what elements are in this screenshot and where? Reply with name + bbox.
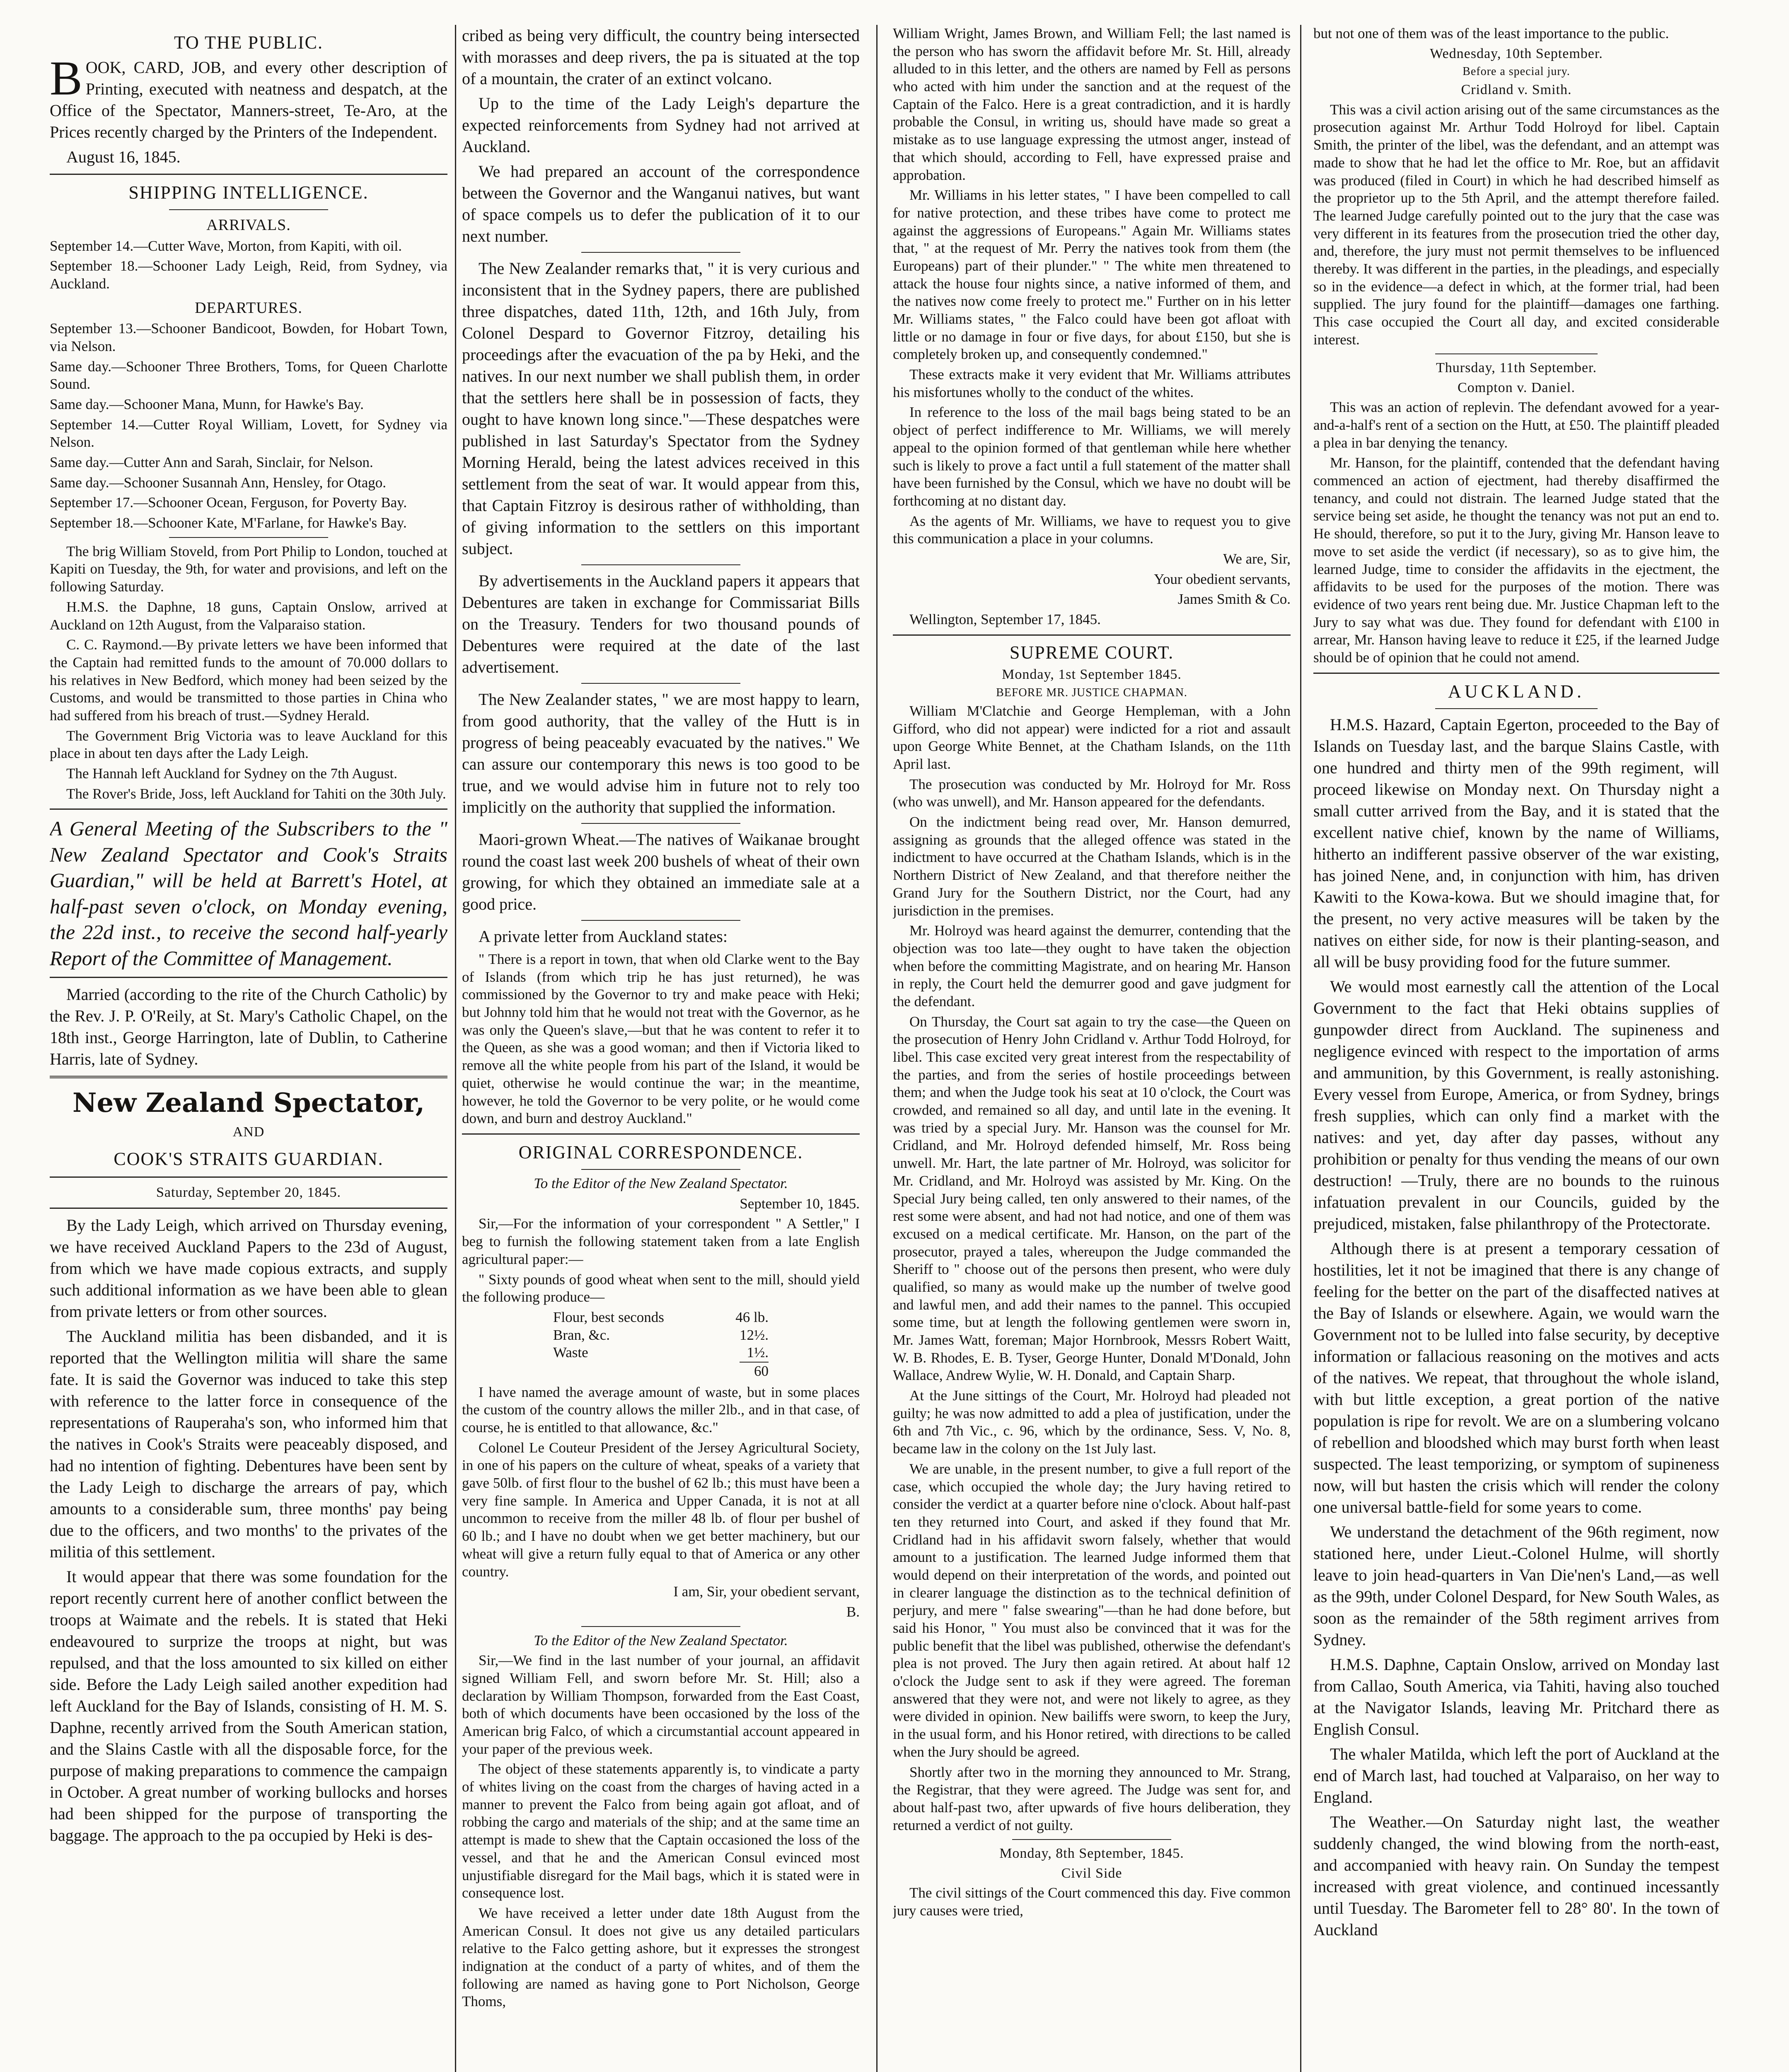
- section-rule: [581, 823, 740, 824]
- letter-1: [462, 1175, 860, 1621]
- court-case: Compton v. Daniel.: [1458, 380, 1575, 395]
- paragraph: Shortly after two in the morning they announced to Mr. Strang, the Registrar, that they were agreed. The Judge was sent for, and about half-past two, after upwards of five hours deliberation, they returned a verdict of not guilty.: [893, 1764, 1291, 1833]
- paragraph: Mr. Holroyd was heard against the demurrer, contending that the objection was too late—they ought to have taken the objection when before the committing Magistrate, and on hearing Mr. Hanson in reply, the Court held the demurrer good and gave judgment for the defendant.: [893, 922, 1291, 1009]
- list-item: The Rover's Bride, Joss, left Auckland for Tahiti on the 30th July.: [66, 785, 446, 802]
- shipping-notes: [50, 543, 447, 803]
- list-item: The Hannah left Auckland for Sydney on the 7th August.: [66, 765, 398, 782]
- list-item: The brig William Stoveld, from Port Philip to London, touched at Kapiti on Tuesday, the 9th, for water and provisions, and left on the following Saturday.: [50, 543, 447, 595]
- letter-signature: I am, Sir, your obedient servant,: [673, 1583, 860, 1600]
- public-notice-title: TO THE PUBLIC.: [174, 32, 324, 53]
- list-item: Same day.—Cutter Ann and Sarah, Sinclair, for Nelson.: [50, 454, 373, 471]
- court-date: Monday, 8th September, 1845.: [999, 1846, 1184, 1861]
- flour-table: [553, 1309, 769, 1380]
- table-row: [553, 1344, 769, 1362]
- section-rule: [581, 1169, 740, 1170]
- court-side: Civil Side: [1061, 1865, 1122, 1881]
- section-rule: [1435, 708, 1598, 709]
- section-rule: [50, 174, 447, 175]
- section-rule: [169, 209, 328, 210]
- section-rule: [1012, 1839, 1171, 1840]
- paragraph: We had prepared an account of the correspondence between the Governor and the Wanganui natives, but want of space compels us to defer the publication of it to our next number.: [462, 162, 860, 245]
- table-cell: Bran, &c.: [553, 1326, 610, 1343]
- list-item: C. C. Raymond.—By private letters we have been informed that the Captain had remitted funds to the amount of 70.000 dollars to his relatives in New Bedford, which money had been seized by the Customs, and would be transmitted to those parties in China who had suffered from his breach of trust.—Sydney Herald.: [50, 637, 447, 724]
- paragraph: Up to the time of the Lady Leigh's departure the expected reinforcements from Sydney had not arrived at Auckland.: [462, 94, 860, 156]
- list-item: September 14.—Cutter Wave, Morton, from Kapiti, with oil.: [50, 237, 402, 254]
- paragraph: We would most earnestly call the attention of the Local Government to the fact that Heki obtains supplies of gunpowder direct from Auckland. The supineness and negligence evinced with respect to the importation of arms and ammunition, by this Government, is really astonishing. Every vessel from Europe, America, or from Sydney, brings fresh supplies, which can only find a market with the natives: and yet, day after day passes, without any prohibition or penalty for thus vending the means of our own destruction! —Truly, there are no bounds to the ruinous infatuation prevalent in our Councils, guided by the prejudiced, mistaken, false philanthropy of the Protectorate.: [1313, 977, 1719, 1233]
- meeting-notice: A General Meeting of the Subscribers to the " New Zealand Spectator and Cook's Straits Guardian," will be held at Barrett's Hotel, at half-past seven o'clock, on Monday evening, the 22d inst., to receive the second half-yearly Report of the Committee of Management.: [50, 817, 447, 970]
- departures-list: [50, 320, 447, 532]
- paragraph: These extracts make it very evident that Mr. Williams attributes his misfortunes wholly to the conduct of the whites.: [893, 366, 1291, 400]
- paragraph: H.M.S. Hazard, Captain Egerton, proceeded to the Bay of Islands on Tuesday last, and the barque Slains Castle, with one hundred and thirty men of the 99th regiment, will proceed likewise on Monday next. On Thursday night a small cutter arrived from the Bay, and it is stated that the excellent native chief, known by the name of Williams, hitherto an indifferent passive observer of the war existing, has joined Nene, and, in conjunction with him, has driven Kawiti to the Kowa-kowa. But we should imagine that, for the present, no very active measures will be taken by the natives on either side, for now is their planting-season, and all will be busy providing food for the future summer.: [1313, 715, 1719, 971]
- paragraph: We have received a letter under date 18th August from the American Consul. It does not give us any detailed particulars relative to the Falco getting ashore, but it expresses the strongest indignation at the conduct of a party of whites, and of them the following are named as having gone to Port Nicholson, George Thoms,: [462, 1905, 860, 2010]
- signature-place: Wellington, September 17, 1845.: [909, 611, 1101, 627]
- public-notice-text: OOK, CARD, JOB, and every other description of Printing, executed with neatness and despatch, at the Office of the Spectator, Manners-street, Te-Aro, at the Prices recently charged by the Printers of the Independent.: [50, 58, 447, 142]
- paragraph: Colonel Le Couteur President of the Jersey Agricultural Society, in one of his papers on the culture of wheat, speaks of a variety that gave 50lb. of first flour to the bushel of 62 lb.; this must have been a very fine sample. In America and Upper Canada, it is not at all uncommon to receive from the miller 48 lb. of flour per bushel of 60 lb.; and I have no doubt when we get better machinery, but our wheat will give a return fully equal to that of America or any other country.: [462, 1439, 860, 1580]
- column-4: [1313, 25, 1719, 2072]
- paragraph: The whaler Matilda, which left the port of Auckland at the end of March last, had touched at Valparaiso, on her way to England.: [1313, 1744, 1719, 1806]
- editorial: [50, 1215, 447, 1846]
- paragraph: William M'Clatchie and George Hempleman, with a John Gifford, who did not appear) were indicted for a riot and assault upon George White Bennet, at the Chatham Islands, on the 11th April last.: [893, 702, 1291, 772]
- column-rule: [1300, 25, 1301, 2072]
- arrivals-list: [50, 237, 447, 293]
- paragraph: As the agents of Mr. Williams, we have to request you to give this communication a place in your columns.: [893, 513, 1291, 547]
- list-item: September 14.—Cutter Royal William, Lovett, for Sydney via Nelson.: [50, 416, 447, 450]
- section-rule: [581, 683, 740, 684]
- column-3: [893, 25, 1291, 2072]
- list-item: September 17.—Schooner Ocean, Ferguson, for Poverty Bay.: [50, 494, 407, 511]
- table-row: [553, 1309, 769, 1326]
- public-notice-date: August 16, 1845.: [66, 148, 181, 167]
- column-rule: [876, 25, 878, 2072]
- list-item: September 18.—Schooner Kate, M'Farlane, for Hawke's Bay.: [50, 515, 407, 531]
- signature-line: Your obedient servants,: [1154, 571, 1291, 587]
- section-rule: [581, 1626, 740, 1627]
- paragraph: H.M.S. Daphne, Captain Onslow, arrived on Monday last from Callao, South America, via Tahiti, having also touched at the Navigator Islands, leaving Mr. Pritchard there as English Consul.: [1313, 1655, 1719, 1738]
- paragraph: In reference to the loss of the mail bags being stated to be an object of perfect indifference to Mr. Williams, we will merely appeal to the opinion formed of that gentleman while here whether such is likely to prove a fact until a full statement of the matter shall have been furnished by the Consul, which we have no doubt will be forthcoming at no distant day.: [893, 404, 1291, 509]
- departures-title: DEPARTURES.: [195, 299, 302, 317]
- masthead-title: New Zealand Spectator,: [72, 1087, 425, 1119]
- paragraph: " Sixty pounds of good wheat when sent to the mill, should yield the following produce—: [462, 1271, 860, 1305]
- column-1: [50, 25, 447, 2072]
- paragraph: On the indictment being read over, Mr. Hanson demurred, assigning as grounds that the alleged offence was stated in the indictment to have occurred at the Chatham Islands, which is in the Northern District of New Zealand, and that therefore neither the Grand Jury for the Southern District, nor the Court, had any jurisdiction in the premises.: [893, 814, 1291, 919]
- public-notice: [50, 51, 447, 168]
- paragraph: Although there is at present a temporary cessation of hostilities, let it not be imagined that there is any change of feeling for the better on the part of the disaffected natives at the Bay of Islands or elsewhere. Again, we would warn the Government not to be lulled into false security, by deceptive information or fallacious reasoning on the motives and acts of the natives. We repeat, that throughout the whole island, with but little exception, a great portion of the native population is ripe for revolt. We are on a slumbering volcano of rebellion and bloodshed which may burst forth when least suspected. The least temporizing, or symptom of supineness now, will but hasten the crisis which will render the colony one universal battle-field for some years to come.: [1313, 1239, 1719, 1516]
- table-cell: 1½.: [747, 1344, 769, 1361]
- paragraph: cribed as being very difficult, the country being intersected with morasses and deep rivers, the pa is situated at the top of a mountain, the crater of an extinct volcano.: [462, 26, 860, 88]
- issue-date: Saturday, September 20, 1845.: [156, 1184, 341, 1200]
- court-date: Wednesday, 10th September.: [1430, 46, 1603, 61]
- letter-initial: B.: [846, 1603, 860, 1620]
- court-continued: [1313, 25, 1719, 667]
- paragraph: This was a civil action arising out of the same circumstances as the prosecution against Mr. Arthur Todd Holroyd for libel. Captain Smith, the printer of the libel, was the defendant, and an attempt was made to show that he had let the office to Mr. Roe, but an affidavit was produced (filed in Court) in which he had described himself as the proprietor up to the 5th April, and the attempt therefore failed. The learned Judge carefully pointed out to the jury that the case was very different in its features from the prosecution tried the other day, and, therefore, the jury must not permit themselves to be influenced thereby. It was different in the parties, in the pleadings, and especially so in the evidence—a defect in which, at the former trial, had been supplied. The jury found for the plaintiff—damages one farthing. This case occupied the Court all day, and excited considerable interest.: [1313, 101, 1719, 348]
- arrivals-title: ARRIVALS.: [206, 216, 291, 234]
- table-total: 60: [740, 1362, 769, 1380]
- letter-address: To the Editor of the New Zealand Spectator.: [534, 1632, 788, 1648]
- section-rule: [169, 537, 328, 538]
- letter-date: September 10, 1845.: [740, 1195, 860, 1212]
- list-item: The Government Brig Victoria was to leave Auckland for this place in about ten days after the Lady Leigh.: [50, 727, 447, 762]
- section-rule: [50, 977, 447, 978]
- paragraph: At the June sittings of the Court, Mr. Holroyd had pleaded not guilty; he was now admitted to add a plea of justification, under the 6th and 7th Vic., c. 96, which by the ordinance, Sess. V, No. 8, became law in the colony on the 1st July last.: [893, 1387, 1291, 1457]
- court-date: Monday, 1st September 1845.: [1002, 667, 1182, 683]
- section-rule: [50, 1176, 447, 1178]
- paragraph: The object of these statements apparently is, to vindicate a party of whites living on the coast from the charges of having acted in a manner to prevent the Falco from being again got afloat, and of robbing the cargo and materials of the ship; and at the same time an attempt is made to shew that the Captain occasioned the loss of the vessel, and that he and the American Consul evinced most unjustifiable disregard for the Mail bags, which it is stated were in consequence lost.: [462, 1761, 860, 1901]
- section-rule: [581, 920, 740, 921]
- list-item: September 18.—Schooner Lady Leigh, Reid, from Sydney, via Auckland.: [50, 258, 447, 292]
- paragraph: Maori-grown Wheat.—The natives of Waikanae brought round the coast last week 200 bushels of wheat of their own growing, for which they obtained an immediate sale at a good price.: [462, 830, 860, 913]
- paragraph: Mr. Williams in his letter states, " I have been compelled to call for native protection, and these tribes have come to protect me against the aggressions of Europeans." Again Mr. Williams states that, " at the request of Mr. Perry the natives took from them (the Europeans) part of their plunder." " The white men threatened to attack the house four nights since, a native informed of them, and the natives now come freely to protect me." Further on in his letter Mr. Williams states, " the Falco could have been got afloat with little or no damage in four or five days, for about £150, but she is completely broken up, and consequently condemned.": [893, 187, 1291, 363]
- paragraph: The New Zealander remarks that, " it is very curious and inconsistent that in the Sydney papers, there are published three dispatches, dated 11th, 12th, and 16th July, from Colonel Despard to Governor Fitzroy, detailing his proceedings after the evacuation of the pa by Heki, and the natives. In our next number we shall publish them, in order that the settlers here shall be in possession of facts, they ought to have known long since."—These despatches were published in last Saturday's Spectator from the Sydney Morning Herald, being the latest advices received in this settlement from the seat of war. It would appear from this, that Captain Fitzroy is desirous rather of withholding, than of giving information to the settlers on this important subject.: [462, 259, 860, 558]
- table-cell: 12½.: [740, 1326, 769, 1343]
- paragraph: A private letter from Auckland states:: [479, 927, 728, 946]
- table-row: [553, 1326, 769, 1344]
- paragraph: William Wright, James Brown, and William Fell; the last named is the person who has sworn the affidavit before Mr. St. Hill, already alluded to in this letter, and the others are named by Fell as persons who acted with him under the sanction and at the request of the Captain of the Falco. Here is a great contradiction, and it is hardly probable the Consul, in writing us, should have made so great a mistake as to use language expressing the utmost anger, instead of that which should, according to Fell, have expressed praise and approbation.: [893, 25, 1291, 183]
- section-rule: [581, 564, 740, 565]
- correspondence-title: ORIGINAL CORRESPONDENCE.: [518, 1142, 803, 1162]
- drop-cap: B: [50, 51, 82, 106]
- letter-2: [462, 1632, 860, 2011]
- court-title: SUPREME COURT.: [1009, 642, 1174, 663]
- auckland-title: AUCKLAND.: [1448, 681, 1585, 702]
- paragraph: It would appear that there was some foundation for the report recently current here of another conflict between the troops at Waimate and the rebels. It is stated that Heki endeavoured to surprize the troops at night, but was repulsed, and that the loss amounted to six killed on either side. Before the Lady Leigh sailed another expedition had left Auckland for the Bay of Islands, consisting of H. M. S. Daphne, recently arrived from the South American station, and the Slains Castle with all the disposable force, for the purpose of making preparations to commence the campaign in October. A great number of working bullocks and horses had been shipped for the purpose of transporting the baggage. The approach to the pa occupied by Heki is des-: [50, 1567, 447, 1845]
- paragraph: We understand the detachment of the 96th regiment, now stationed here, under Lieut.-Colonel Hulme, will shortly leave to join head-quarters in Van Die'nen's Land,—as well as the 99th, under Colonel Despard, for New South Wales, as soon as the remainder of the 58th regiment arrives from Sydney.: [1313, 1522, 1719, 1649]
- section-rule: [50, 1076, 447, 1078]
- section-rule: [50, 1208, 447, 1209]
- list-item: Same day.—Schooner Three Brothers, Toms, for Queen Charlotte Sound.: [50, 358, 447, 392]
- paragraph: Mr. Hanson, for the plaintiff, contended that the defendant having commenced an action of ejectment, had thereby disaffirmed the tenancy, and could not distrain. The learned Judge stated that the service being set aside, he thought the tenancy was not put an end to. He should, therefore, so put it to the Jury, giving Mr. Hanson leave to move to set aside the verdict (if necessary), so as to give him, the learned Judge, time to consider the affidavits in the ejectment, the affidavits to be used for the purposes of the motion. There was evidence of two years rent being due. Mr. Justice Chapman left to the Jury to say what was due. They found for defendant with £100 in arrear, Mr. Hanson having leave to reduce it £25, if the learned Judge should be of opinion that he could not amend.: [1313, 455, 1719, 666]
- paragraph: By the Lady Leigh, which arrived on Thursday evening, we have received Auckland Papers to the 23d of August, from which we have made copious extracts, and supply such additional information as we have been able to glean from private letters or from other sources.: [50, 1216, 447, 1321]
- section-rule: [1313, 673, 1719, 674]
- table-cell: Waste: [553, 1344, 588, 1361]
- paragraph: The Weather.—On Saturday night last, the weather suddenly changed, the wind blowing from the north-east, and accompanied with heavy rain. On Sunday the tempest increased with great violence, and continued incessantly until Tuesday. The Barometer fell to 28° 80'. In the town of Auckland: [1313, 1812, 1719, 1939]
- paragraph: I have named the average amount of waste, but in some places the custom of the country allows the miller 2lb., and in that case, of course, he is entitled to that allowance, &c.": [462, 1384, 860, 1435]
- paragraph: The New Zealander states, " we are most happy to learn, from good authority, that the valley of the Hutt is in progress of being peaceably evacuated by the natives." We can assure our contemporary this news is too good to be true, and we would advise him in future not to rely too implicitly on the authority that supplied the information.: [462, 690, 860, 816]
- list-item: September 13.—Schooner Bandicoot, Bowden, for Hobart Town, via Nelson.: [50, 320, 447, 354]
- masthead-subtitle: COOK'S STRAITS GUARDIAN.: [114, 1148, 384, 1169]
- paragraph: We are unable, in the present number, to give a full report of the case, which occupied the whole day; the Jury having retired to consider the verdict at a quarter before nine o'clock. About half-past ten they returned into Court, and asked if they found that Mr. Cridland had in his affidavit sworn falsely, whether that would amount to a justification. The learned Judge informed them that would depend on their interpretation of the words, and pointed out in clearer language the distinction as to the technical definition of perjury, and mere " false swearing"—than he had done before, but said his Honor, " You must also be convinced that it was for the public benefit that the libel was published, otherwise the defendant's plea is not proved. The Jury then again retired. At about half 12 o'clock the Judge sent to ask if they were agreed. The foreman answered that they were not, and were not likely to agree, as they were divided in opinion. New bailiffs were sworn, to keep the Jury, in the usual form, and his Honor retired, with directions to be called when the Jury should be agreed.: [893, 1460, 1291, 1760]
- section-rule: [462, 1133, 860, 1135]
- quoted-letter: [462, 951, 860, 1128]
- section-rule: [50, 808, 447, 810]
- masthead-and: AND: [232, 1124, 265, 1140]
- table-cell: Flour, best seconds: [553, 1309, 664, 1325]
- marriage-notice: Married (according to the rite of the Church Catholic) by the Rev. J. P. O'Reily, at St. Mary's Catholic Chapel, on the 18th inst., George Harrington, late of Dublin, to Catherine Harris, late of Sydney.: [50, 985, 447, 1069]
- column-2: [462, 25, 860, 2072]
- table-cell: 46 lb.: [735, 1309, 769, 1325]
- paragraph: This was an action of replevin. The defendant avowed for a year-and-a-half's rent of a section on the Hutt, at £50. The plaintiff pleaded a plea in bar denying the tenancy.: [1313, 399, 1719, 451]
- paragraph: Sir,—For the information of your correspondent " A Settler," I beg to furnish the following statement taken from a late English agricultural paper:—: [462, 1215, 860, 1267]
- column-rule: [455, 25, 456, 2072]
- list-item: H.M.S. the Daphne, 18 guns, Captain Onslow, arrived at Auckland on 12th August, from the Valparaiso station.: [50, 598, 447, 633]
- section-rule: [893, 634, 1291, 636]
- signature-line: James Smith & Co.: [1177, 591, 1291, 608]
- signature-line: We are, Sir,: [1223, 550, 1291, 567]
- paragraph: On Thursday, the Court sat again to try the case—the Queen on the prosecution of Henry John Cridland v. Arthur Todd Holroyd, for libel. This case excited very great interest from the respectability of the parties, and from the series of hostile proceedings between them; and when the Judge took his seat at 10 o'clock, the Court was crowded, and remained so all day, and until late in the evening. It was tried by a special Jury. Mr. Hanson was the counsel for Mr. Cridland, and Mr. Holroyd defended himself, Mr. Ross being unwell. Mr. Hart, the late partner of Mr. Holroyd, was solicitor for Mr. Cridland, and Mr. Holroyd was assisted by Mr. King. On the Special Jury being called, ten only answered to their names, of the rest some were absent, and had not had notice, and one of them was excused on a medical certificate. Mr. Hanson, on the part of the prosecutor, prayed a tales, whereupon the Judge commanded the Sheriff to " choose out of the persons then present, who were duly qualified, so many as would make up the number of twelve good and lawful men, and add their names to the pannel. This occupied some time, but at length the following gentlemen were sworn in, Mr. James Watt, foreman; Major Hornbrook, Messrs Robert Waitt, W. B. Rhodes, E. B. Tyser, George Hunter, Donald M'Donald, John Wallace, Andrew Wylie, W. H. Donald, and Captain Sharp.: [893, 1013, 1291, 1384]
- paragraph: " There is a report in town, that when old Clarke went to the Bay of Islands (from which trip he has just returned), he was commissioned by the Governor to try and make peace with Heki; but Johnny told him that he would not treat with the Governor, as he was only the Queen's slave,—but that he was content to refer it to the Queen, as she was a good woman; and then if Victoria liked to remove all the white people from his part of the Island, it would be quiet, otherwise he would continue the war; in the meantime, however, he told the Governor to be very polite, or he would come down, and burn and destroy Auckland.": [462, 951, 860, 1127]
- shipping-title: SHIPPING INTELLIGENCE.: [128, 182, 369, 203]
- paragraph: but not one of them was of the least importance to the public.: [1313, 25, 1669, 41]
- paragraph: By advertisements in the Auckland papers it appears that Debentures are taken in exchange for Commissariat Bills on the Treasury. Tenders for two thousand pounds of Debentures were required at the date of the last advertisement.: [462, 571, 860, 676]
- letter-address: To the Editor of the New Zealand Spectator.: [534, 1175, 788, 1192]
- paragraph: The Auckland militia has been disbanded, and it is reported that the Wellington militia will share the same fate. It is said the Governor was induced to take this step with reference to the latter force in consequence of the representations of Rauperaha's son, who informed him that the natives in Cook's Straits were peaceably disposed, and had no intention of fighting. Debentures have been sent by the Lady Leigh to discharge the arrears of pay, which amounts to a considerable sum, three months' pay being due to the officers, and two months' to the privates of the militia of this settlement.: [50, 1327, 447, 1561]
- paragraph: Sir,—We find in the last number of your journal, an affidavit signed William Fell, and sworn before Mr. St. Hill; also a declaration by William Thompson, forwarded from the East Coast, both of which documents have been occasioned by the loss of the American brig Falco, of which a circumstantial account appeared in your paper of the previous week.: [462, 1652, 860, 1757]
- paragraph: The prosecution was conducted by Mr. Holroyd for Mr. Ross (who was unwell), and Mr. Hanson appeared for the defendants.: [893, 776, 1291, 810]
- court-judge: BEFORE MR. JUSTICE CHAPMAN.: [996, 686, 1187, 699]
- court-jury: Before a special jury.: [1463, 65, 1570, 78]
- court-date: Thursday, 11th September.: [1436, 360, 1597, 376]
- list-item: Same day.—Schooner Susannah Ann, Hensley, for Otago.: [50, 474, 386, 491]
- list-item: Same day.—Schooner Mana, Munn, for Hawke's Bay.: [50, 396, 364, 412]
- paragraph: The civil sittings of the Court commenced this day. Five common jury causes were tried,: [893, 1885, 1291, 1919]
- section-rule: [1435, 353, 1598, 354]
- court-case: Cridland v. Smith.: [1461, 82, 1572, 98]
- section-rule: [581, 252, 740, 253]
